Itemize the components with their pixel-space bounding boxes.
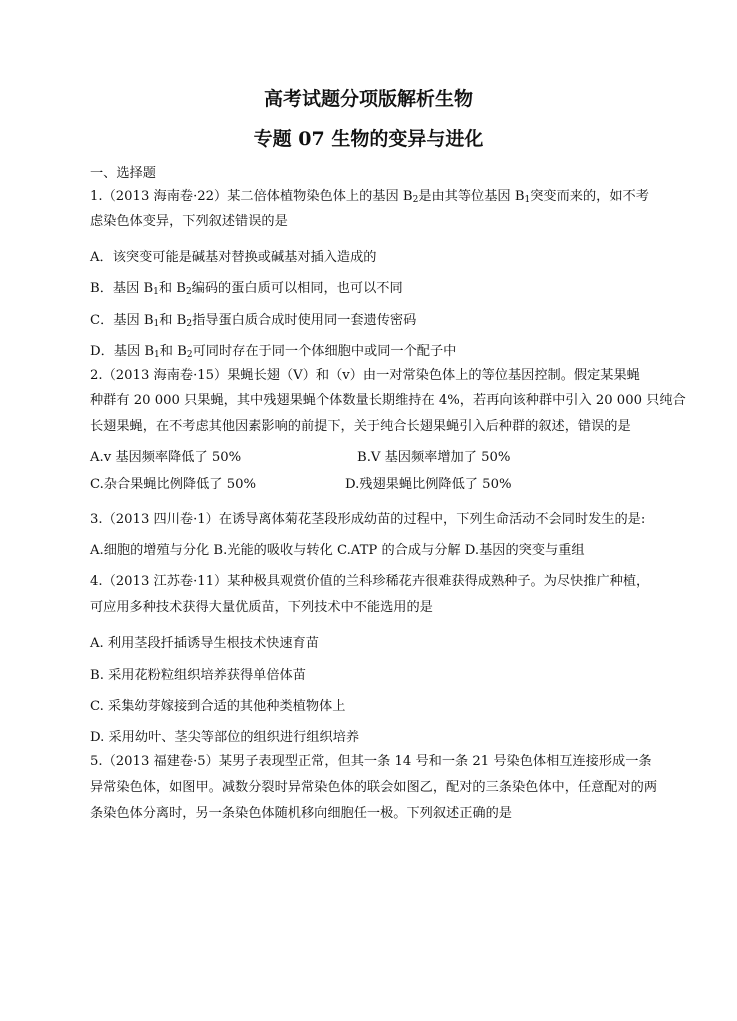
- q5-stem-line1: 5.（2013 福建卷·5）某男子表现型正常，但其一条 14 号和一条 21 号染色体相互连接形成一条: [90, 754, 652, 769]
- q1-option-b-sub1: 1: [153, 287, 159, 297]
- q1-option-c: [90, 312, 416, 330]
- q1-option-d-sub2: 2: [186, 350, 193, 360]
- q1-stem-line2: 虑染色体变异，下列叙述错误的是: [90, 214, 288, 229]
- q2-option-c: C.杂合果蝇比例降低了 50%: [90, 477, 257, 492]
- q4-option-d: D. 采用幼叶、茎尖等部位的组织进行组织培养: [90, 730, 360, 745]
- q2-option-d: D.残翅果蝇比例降低了 50%: [345, 477, 512, 492]
- q1-option-c-text-b: 和 B: [159, 313, 187, 328]
- q3-stem: 3.（2013 四川卷·1）在诱导离体菊花茎段形成幼苗的过程中，下列生命活动不会同时发生的是:: [90, 512, 646, 527]
- q4-stem-line2: 可应用多种技术获得大量优质苗，下列技术中不能选用的是: [90, 600, 433, 615]
- q1-stem-text-a: 1.（2013 海南卷·22）某二倍体植物染色体上的基因 B: [90, 189, 413, 204]
- q1-stem-sub1: 2: [412, 195, 419, 205]
- q4-stem-line1: 4.（2013 江苏卷·11）某种极具观赏价值的兰科珍稀花卉很难获得成熟种子。为尽快推广种植，: [90, 574, 650, 589]
- q1-option-c-sub2: 2: [186, 319, 193, 329]
- q1-option-d-sub1: 1: [154, 350, 160, 360]
- q2-option-b: B.V 基因频率增加了 50%: [357, 450, 511, 465]
- q2-option-a: A.v 基因频率降低了 50%: [90, 450, 242, 465]
- document-subtitle: 专题 07 生物的变异与进化: [253, 128, 484, 150]
- section-heading: 一、选择题: [90, 166, 156, 181]
- q1-option-d-text-b: 和 B: [159, 344, 187, 359]
- q1-option-c-text-c: 指导蛋白质合成时使用同一套遗传密码: [192, 313, 417, 328]
- q1-option-b-text-b: 和 B: [158, 281, 186, 296]
- q1-option-d-text-a: D．基因 B: [90, 344, 155, 359]
- q1-option-d-text-c: 可同时存在于同一个体细胞中或同一个配子中: [192, 344, 457, 359]
- q4-option-a: A. 利用茎段扦插诱导生根技术快速育苗: [90, 636, 319, 651]
- q2-stem-line3: 长翅果蝇，在不考虑其他因素影响的前提下，关于纯合长翅果蝇引入后种群的叙述，错误的是: [90, 419, 631, 434]
- q4-option-b: B. 采用花粉粒组织培养获得单倍体苗: [90, 668, 306, 683]
- q5-stem-line2: 异常染色体，如图甲。减数分裂时异常染色体的联会如图乙，配对的三条染色体中，任意配对的两: [90, 780, 658, 795]
- document-title: 高考试题分项版解析生物: [263, 88, 473, 110]
- q1-option-b-sub2: 2: [185, 287, 192, 297]
- q1-option-b-text-a: B．基因 B: [90, 281, 154, 296]
- q1-option-b-text-c: 编码的蛋白质可以相同，也可以不同: [191, 281, 403, 296]
- q1-option-b: [90, 280, 403, 298]
- q3-options: A.细胞的增殖与分化 B.光能的吸收与转化 C.ATP 的合成与分解 D.基因的突变与重组: [90, 543, 585, 558]
- q1-option-d: [90, 343, 456, 361]
- q1-option-a: A．该突变可能是碱基对替换或碱基对插入造成的: [90, 250, 377, 265]
- q1-stem-text-b: 是由其等位基因 B: [418, 189, 525, 204]
- q2-stem-line2: 种群有 20 000 只果蝇，其中残翅果蝇个体数量长期维持在 4%，若再向该种群中引入 20 000 只纯合: [90, 393, 686, 408]
- q4-option-c: C. 采集幼芽嫁接到合适的其他种类植物体上: [90, 699, 346, 714]
- q1-option-c-text-a: C．基因 B: [90, 313, 154, 328]
- q2-stem-line1: 2.（2013 海南卷·15）果蝇长翅（V）和（v）由一对常染色体上的等位基因控制。假定某果蝇: [90, 368, 640, 383]
- q1-option-c-sub1: 1: [153, 319, 160, 329]
- q1-stem-sub2: 1: [524, 195, 531, 205]
- q1-stem-text-c: 突变而来的，如不考: [530, 189, 649, 204]
- q5-stem-line3: 条染色体分离时，另一条染色体随机移向细胞任一极。下列叙述正确的是: [90, 806, 512, 821]
- q1-stem-line1: [90, 188, 649, 206]
